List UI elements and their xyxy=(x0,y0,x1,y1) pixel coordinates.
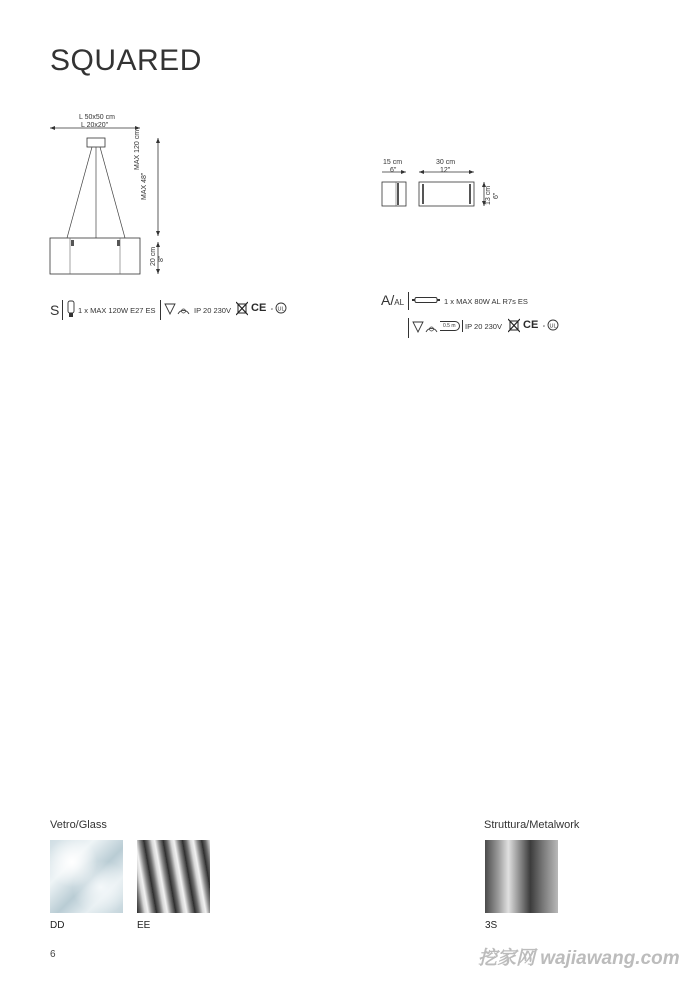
glass-swatch-dd xyxy=(50,840,123,913)
dim-width-in: L 20x20" xyxy=(81,122,109,129)
glass-section-title: Vetro/Glass xyxy=(50,819,107,831)
dim-wall-height-in-wrap xyxy=(493,193,500,199)
distance-spec: 0.5 m xyxy=(443,323,456,329)
dim-wall-height-cm: 13 cm xyxy=(485,185,492,205)
swatch-code: DD xyxy=(50,920,65,931)
ul-listed-icon xyxy=(542,319,562,331)
model-code-a-al xyxy=(381,292,404,310)
page-title: SQUARED xyxy=(50,44,202,77)
dim-wall-height-in: 6" xyxy=(493,192,500,199)
dim-body-cm-wrap xyxy=(150,247,157,266)
swatch-code: EE xyxy=(137,920,151,931)
glass-swatch-ee xyxy=(137,840,210,913)
svg-text:UL: UL xyxy=(277,306,285,313)
page-number: 6 xyxy=(50,949,56,960)
weee-bin-icon xyxy=(508,318,520,333)
ip-spec: IP 20 230V xyxy=(194,306,231,315)
svg-text:c: c xyxy=(271,306,273,311)
divider xyxy=(408,318,409,338)
divider xyxy=(62,300,63,320)
distance-spec-icon xyxy=(440,321,460,331)
ul-listed-icon xyxy=(270,302,290,314)
watermark: 挖家网 wajiawang.com xyxy=(478,948,680,969)
dim-height-in: MAX 48" xyxy=(141,172,148,200)
dim-body-in: 8" xyxy=(158,255,165,262)
weee-bin-icon xyxy=(236,301,248,316)
dim-depth-cm: 15 cm xyxy=(383,159,403,166)
dimmable-icon xyxy=(412,320,438,334)
dim-height-in-wrap xyxy=(141,173,148,200)
dim-width-cm: L 50x50 cm xyxy=(79,114,115,121)
dim-body-in-wrap xyxy=(158,256,165,262)
divider xyxy=(408,292,409,310)
wall-lamp-drawing xyxy=(378,164,498,214)
dimmable-icon xyxy=(164,302,190,316)
metalwork-section-title: Struttura/Metalwork xyxy=(484,819,580,831)
swatch-code: 3S xyxy=(485,920,498,931)
dim-height-cm: MAX 120 cm xyxy=(134,129,141,170)
dim-wall-width-cm: 30 cm xyxy=(436,159,456,166)
wall-lamp-spec: 1 x MAX 80W AL R7s ES xyxy=(444,297,528,306)
ce-mark-icon: CE xyxy=(251,302,267,314)
linear-bulb-icon xyxy=(412,296,440,304)
dim-height-cm-wrap xyxy=(134,100,141,170)
dim-body-cm: 20 cm xyxy=(150,246,157,266)
svg-text:UL: UL xyxy=(549,323,557,330)
dim-wall-width-in: 12" xyxy=(440,167,451,174)
divider xyxy=(462,320,463,332)
model-code-a: A/ xyxy=(381,292,395,308)
ce-mark-icon: CE xyxy=(523,319,539,331)
model-code-s: S xyxy=(50,302,60,318)
dim-wall-height-cm-wrap xyxy=(485,186,492,205)
bulb-icon xyxy=(66,300,76,318)
dim-depth-in: 6" xyxy=(390,167,397,174)
lamp-spec: 1 x MAX 120W E27 ES xyxy=(78,306,156,315)
metal-swatch-3s xyxy=(485,840,558,913)
model-code-al: AL xyxy=(394,298,405,307)
svg-text:c: c xyxy=(543,323,545,328)
wall-ip-spec: IP 20 230V xyxy=(465,322,502,331)
divider xyxy=(160,300,161,320)
